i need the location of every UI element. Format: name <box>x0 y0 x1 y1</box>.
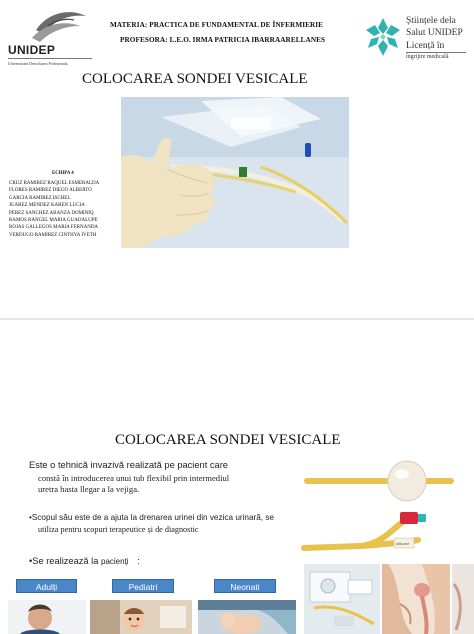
neonate-patient-photo <box>198 600 296 634</box>
pediatric-photo-illustration <box>90 600 192 634</box>
side-strip-image <box>452 564 474 634</box>
team-member: CRUZ RAMIREZ RAQUEL ESMERALDA <box>9 181 100 186</box>
slide-definition <box>0 318 474 634</box>
logo-line-4: îngrijire medicală <box>406 54 449 60</box>
tag-adults: Adulți <box>16 579 77 593</box>
definition-line-2: constă în introducerea unui tub flexibil prin intermediul <box>38 473 230 483</box>
foley-catheter-illustration <box>300 456 456 558</box>
unidep-wordmark: UNIDEP <box>8 43 56 57</box>
definition-title: COLOCAREA SONDEI VESICALE <box>115 432 341 448</box>
patients-colon: : <box>137 556 140 566</box>
adult-patient-photo <box>8 600 86 634</box>
pediatric-patient-photo <box>90 600 192 634</box>
definition-line-3: uretra hasta llegar a la vejiga. <box>38 484 140 494</box>
logo-line-1: Științele dela <box>406 16 456 26</box>
purpose-line-2: utiliza pentru scopuri terapeutice și de diagnostic <box>38 525 199 534</box>
team-member-list <box>9 180 99 239</box>
logo-line-2: Salut UNIDEP <box>406 28 463 38</box>
unidep-underline <box>8 58 92 59</box>
unidep-logo <box>8 6 98 70</box>
adult-photo-illustration <box>8 600 86 634</box>
unidep-subtitle: Universitatea Dezvoltarea Profesionala <box>8 62 68 66</box>
logo-line-3: Licență în <box>406 41 445 51</box>
definition-line-1: Este o tehnică invazivă realizată pe pacient care <box>29 460 228 470</box>
flower-logo-icon <box>364 16 402 58</box>
patients-word: pacienți <box>101 557 129 566</box>
neonate-photo-illustration <box>198 600 296 634</box>
health-sciences-logo <box>364 14 472 66</box>
tag-pediatrics: Pediatri <box>112 579 174 593</box>
side-strip-illustration <box>452 564 474 634</box>
team-member: JUAREZ MENDEZ KAREN LUCIA <box>9 203 85 209</box>
slide-cover <box>0 0 474 316</box>
unidep-swoosh-icon <box>30 6 90 42</box>
foley-catheter-image <box>300 456 456 558</box>
header-professor: PROFESORA: L.E.O. IRMA PATRICIA IBARRAARELLANES <box>120 36 326 44</box>
logo-divider <box>406 52 466 53</box>
patients-line <box>29 556 140 566</box>
team-member: VERDUGO RAMIREZ CINTHYA IVETH <box>9 232 97 238</box>
urinary-anatomy-image <box>382 564 450 634</box>
catheter-kit-illustration <box>121 97 349 248</box>
team-member: FLORES RAMIREZ DIEGO ALBERTO <box>9 188 92 194</box>
kit-photo-illustration <box>304 564 380 634</box>
team-member: PEREZ SANCHEZ ARANZA DOMINIQ <box>9 210 94 216</box>
team-member: GARCIA RAMIREZ ISCHEL <box>9 195 71 201</box>
anatomy-illustration <box>382 564 450 634</box>
patients-prefix: •Se realizează la <box>29 556 99 566</box>
team-member: ROJAS GALLEGOS MARIA FERNANDA <box>9 225 99 231</box>
purpose-line-1: •Scopul său este de a ajuta la drenarea urinei din vezica urinară, se <box>29 513 275 522</box>
header-subject: MATERIA: PRACTICA DE FUNDAMENTAL DE ÎNFERMIERIE <box>110 21 324 29</box>
team-heading: ECHIPA 4 <box>52 171 74 176</box>
catheter-kit-photo <box>121 97 349 248</box>
catheter-label: silicone <box>396 541 410 546</box>
team-member: RAMOS RANGEL MARIA GUADALUPE <box>9 218 98 224</box>
cover-title: COLOCAREA SONDEI VESICALE <box>82 71 308 87</box>
kit-photo <box>304 564 380 634</box>
tag-neonates: Neonati <box>214 579 276 593</box>
